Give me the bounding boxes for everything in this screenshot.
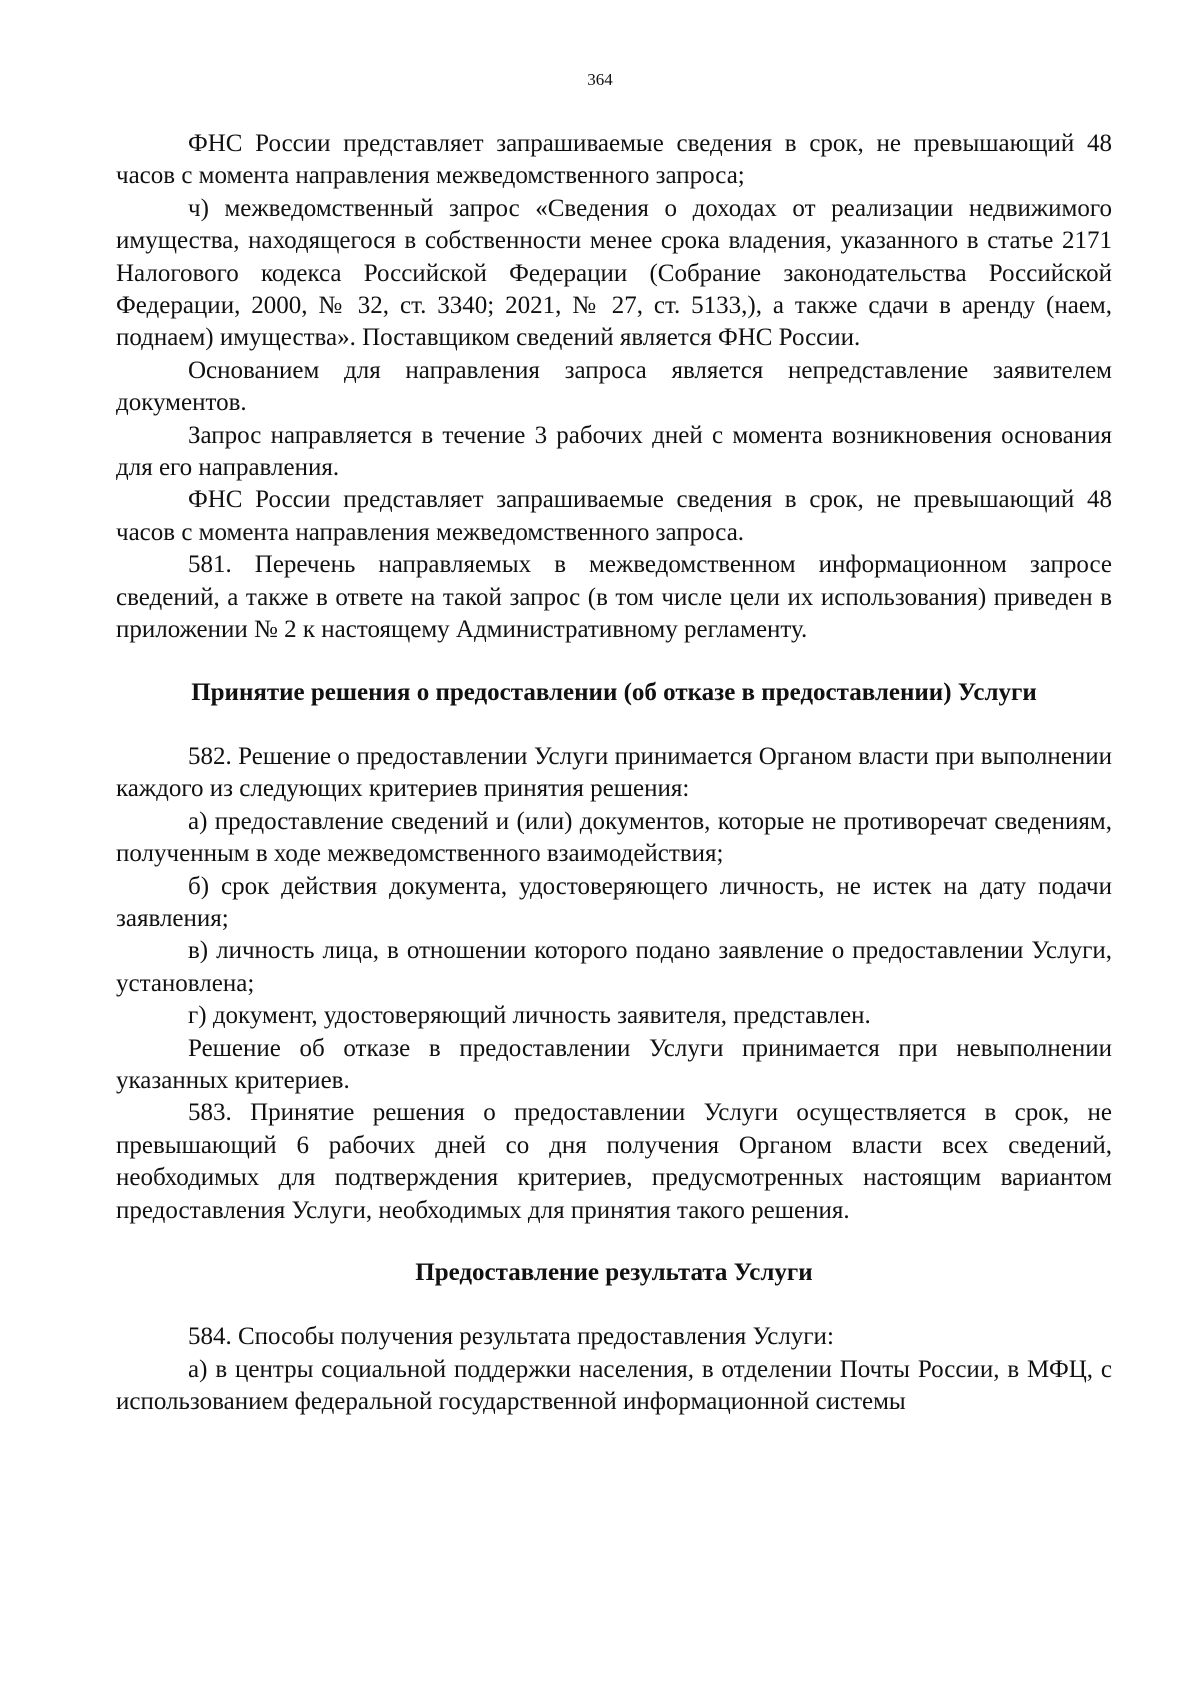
- paragraph-item-ch: ч) межведомственный запрос «Сведения о доходах от реализации недвижимого имущества, находящегося в собственности менее срока владения, указанного в статье 2171 Налогового кодекса Российской Федерации (Собрание законодательства Российской Федерации, 2000, № 32, ст. 3340; 2021, № 27, ст. 5133,), а также сдачи в аренду (наем, поднаем) имущества». Поставщиком сведений является ФНС России.: [116, 194, 1112, 352]
- paragraph-criterion-g: г) документ, удостоверяющий личность заявителя, представлен.: [188, 1002, 871, 1030]
- section-heading-result: Предоставление результата Услуги: [415, 1259, 813, 1286]
- paragraph-fns-deadline-1: ФНС России представляет запрашиваемые сведения в срок, не превышающий 48 часов с момента направления межведомственного запроса;: [116, 130, 1112, 190]
- paragraph-criterion-a: а) предоставление сведений и (или) документов, которые не противоречат сведениям, полученным в ходе межведомственного взаимодействия;: [116, 807, 1112, 868]
- paragraph-fns-deadline-2: ФНС России представляет запрашиваемые сведения в срок, не превышающий 48 часов с момента направления межведомственного запроса.: [116, 486, 1112, 546]
- paragraph-criterion-b: б) срок действия документа, удостоверяющего личность, не истек на дату подачи заявления;: [116, 872, 1112, 932]
- paragraph-criterion-v: в) личность лица, в отношении которого подано заявление о предоставлении Услуги, установлена;: [116, 937, 1112, 997]
- paragraph-request-basis: Основанием для направления запроса является непредставление заявителем документов.: [116, 356, 1112, 417]
- document-body: [116, 128, 1112, 1419]
- paragraph-result-a: а) в центры социальной поддержки населения, в отделении Почты России, в МФЦ, с использованием федеральной государственной информационной системы: [116, 1355, 1112, 1416]
- paragraph-584: 584. Способы получения результата предоставления Услуги:: [188, 1323, 834, 1351]
- paragraph-581: 581. Перечень направляемых в межведомственном информационном запросе сведений, а также в ответе на такой запрос (в том числе цели их использования) приведен в приложении № 2 к настоящему Административному регламенту.: [116, 551, 1112, 644]
- page-number: 364: [587, 70, 613, 89]
- paragraph-582: 582. Решение о предоставлении Услуги принимается Органом власти при выполнении каждого из следующих критериев принятия решения:: [116, 742, 1112, 803]
- paragraph-refusal: Решение об отказе в предоставлении Услуги принимается при невыполнении указанных критериев.: [116, 1034, 1112, 1094]
- paragraph-583: 583. Принятие решения о предоставлении Услуги осуществляется в срок, не превышающий 6 рабочих дней со дня получения Органом власти всех сведений, необходимых для подтверждения критериев, предусмотренных настоящим вариантом предоставления Услуги, необходимых для принятия такого решения.: [116, 1099, 1112, 1224]
- section-heading-decision: Принятие решения о предоставлении (об отказе в предоставлении) Услуги: [191, 678, 1037, 706]
- paragraph-request-timing: Запрос направляется в течение 3 рабочих дней с момента возникновения основания для его направления.: [116, 421, 1112, 482]
